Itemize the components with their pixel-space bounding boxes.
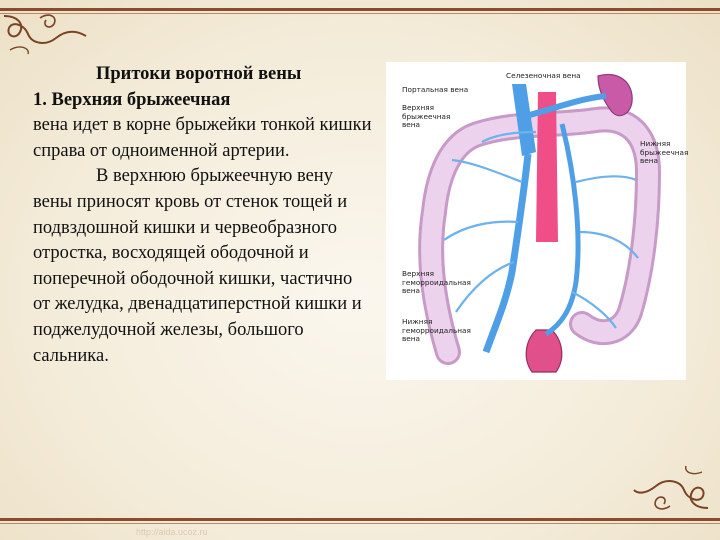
slide-title: Притоки воротной вены — [96, 64, 302, 84]
portal-vein-diagram — [386, 62, 689, 380]
label-superior-rectal-vein: Верхняя геморроидальная вена — [402, 269, 471, 295]
label-splenic-vein: Селезеночная вена — [506, 71, 581, 80]
superior-mesenteric-vein-line — [486, 154, 528, 352]
rectum-shape — [526, 330, 562, 372]
top-border-line — [0, 8, 720, 11]
paragraph-1: вена идет в корне брыжейки тонкой кишки справа от одноименной артерии. — [33, 115, 372, 161]
label-superior-mesenteric-vein: Верхняя брыжеечная вена — [402, 103, 451, 129]
slide-subtitle: 1. Верхняя брыжеечная — [33, 89, 231, 110]
corner-ornament-icon — [632, 462, 712, 514]
bottom-border-thin-line — [0, 523, 720, 524]
label-inferior-rectal-vein: Нижняя геморроидальная вена — [402, 317, 471, 343]
label-portal-vein: Портальная вена — [402, 85, 469, 94]
label-inferior-mesenteric-vein: Нижняя брыжеечная вена — [640, 139, 689, 165]
top-border-thin-line — [0, 13, 720, 14]
corner-ornament-icon — [0, 10, 90, 60]
slide-text-block — [33, 62, 373, 369]
bottom-border-line — [0, 518, 720, 521]
paragraph-2: В верхнюю брыжеечную вену вены приносят кровь от стенок тощей и подвздошной кишки и червеобразного отростка, восходящей ободочной и поперечной ободочной кишки, частично от желудка, двенадцатиперстной кишки и поджелудочной железы, большого сальника. — [33, 166, 362, 366]
watermark-text: http://aida.ucoz.ru — [136, 527, 208, 537]
